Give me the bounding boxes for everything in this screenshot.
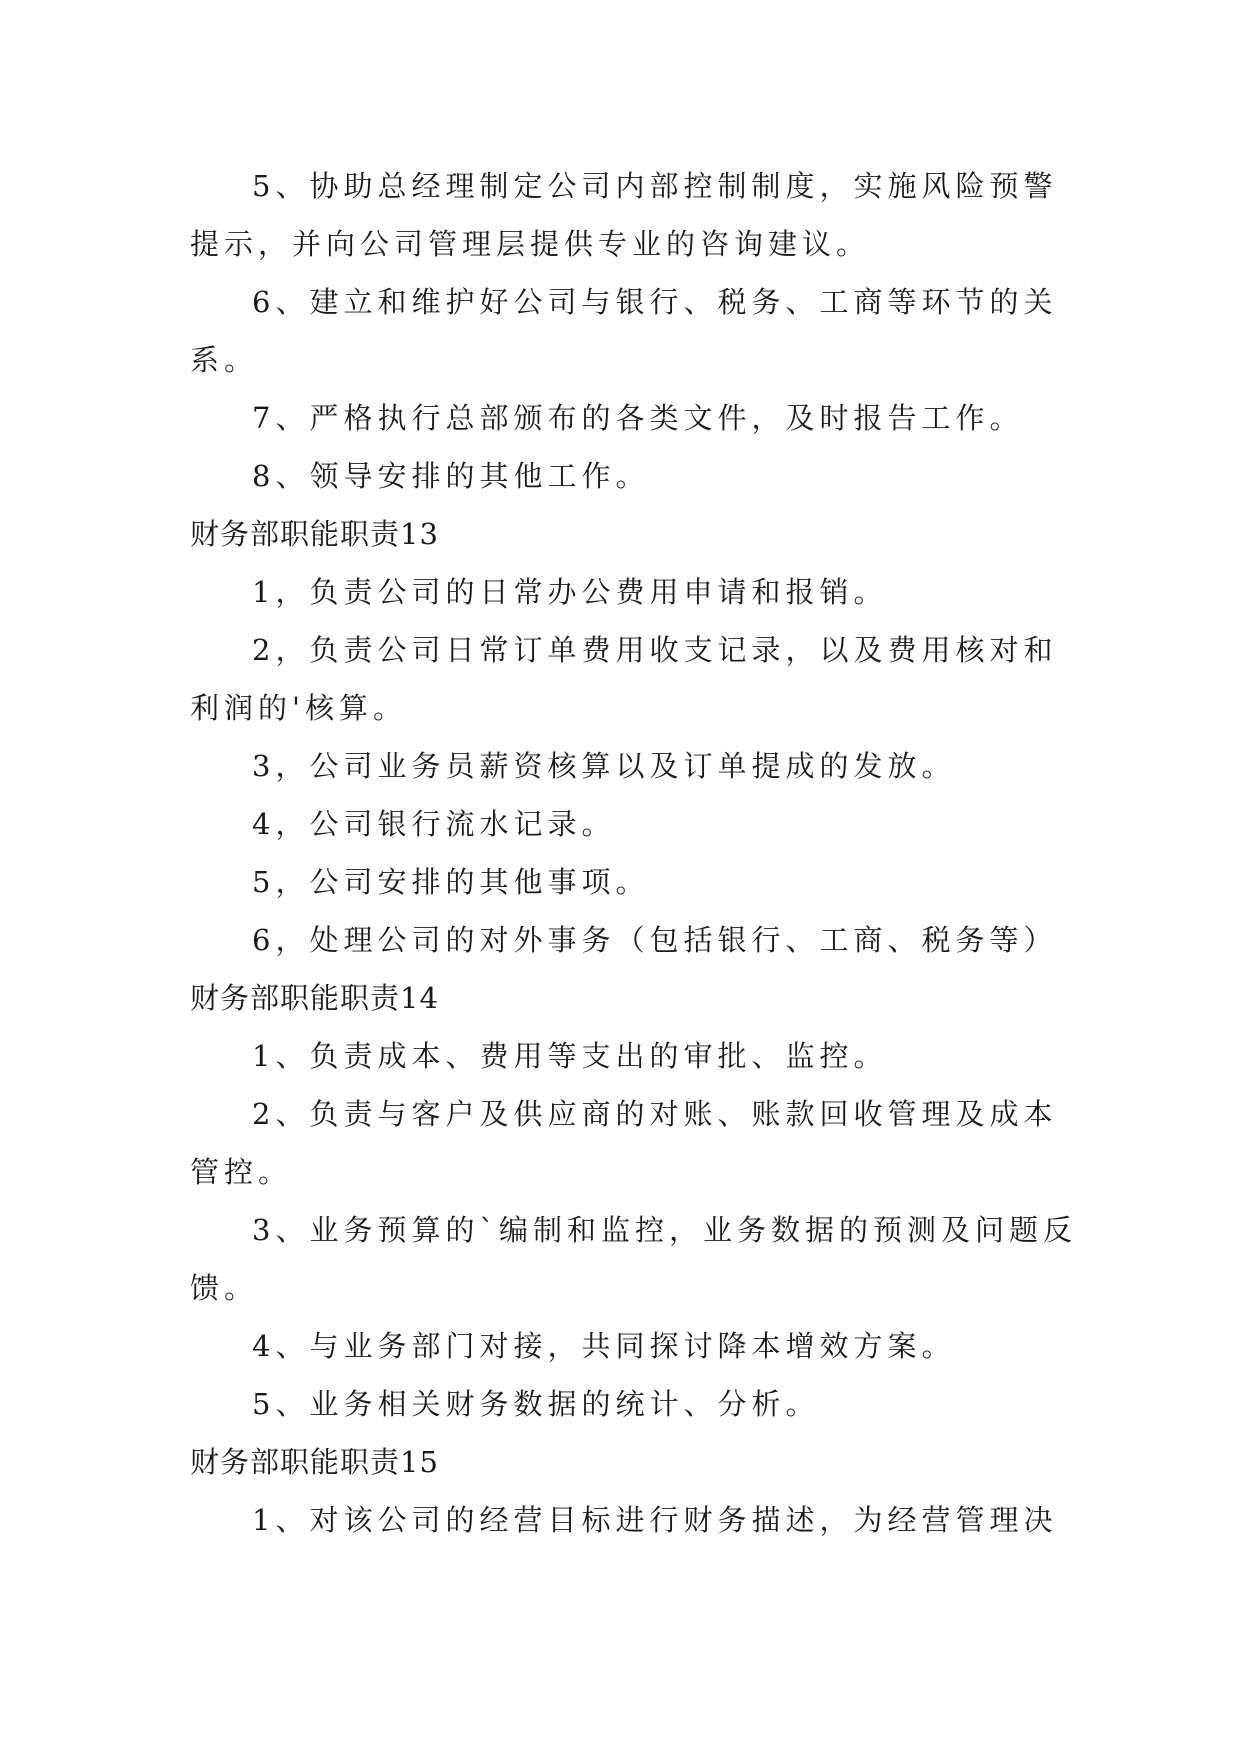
paragraph-line: 1、负责成本、费用等支出的审批、监控。 [252,1039,888,1073]
paragraph-line: 1、对该公司的经营目标进行财务描述，为经营管理决 [252,1503,1058,1537]
paragraph-line: 4，公司银行流水记录。 [252,807,616,841]
paragraph-line: 2、负责与客户及供应商的对账、账款回收管理及成本 [252,1097,1058,1131]
paragraph-line: 1，负责公司的日常办公费用申请和报销。 [252,575,888,609]
paragraph-line: 3，公司业务员薪资核算以及订单提成的发放。 [252,749,956,783]
paragraph-line: 3、业务预算的`编制和监控，业务数据的预测及问题反 [252,1213,1077,1247]
paragraph-line: 6、建立和维护好公司与银行、税务、工商等环节的关 [252,285,1058,319]
section-heading: 财务部职能职责14 [190,981,439,1015]
section-heading: 财务部职能职责15 [190,1445,439,1479]
paragraph-line: 馈。 [190,1271,259,1305]
paragraph-line: 5、业务相关财务数据的统计、分析。 [252,1387,820,1421]
paragraph-line: 7、严格执行总部颁布的各类文件，及时报告工作。 [252,401,1024,435]
paragraph-line: 5、协助总经理制定公司内部控制制度，实施风险预警 [252,169,1058,203]
paragraph-line: 利润的'核算。 [190,691,407,725]
paragraph-line: 提示，并向公司管理层提供专业的咨询建议。 [190,227,871,261]
paragraph-line: 6，处理公司的对外事务（包括银行、工商、税务等） [252,923,1058,957]
paragraph-line: 4、与业务部门对接，共同探讨降本增效方案。 [252,1329,956,1363]
paragraph-line: 5，公司安排的其他事项。 [252,865,650,899]
paragraph-line: 系。 [190,343,259,377]
paragraph-line: 8、领导安排的其他工作。 [252,459,650,493]
paragraph-line: 管控。 [190,1155,293,1189]
section-heading: 财务部职能职责13 [190,517,439,551]
paragraph-line: 2，负责公司日常订单费用收支记录，以及费用核对和 [252,633,1058,667]
document-body [190,157,1077,1549]
